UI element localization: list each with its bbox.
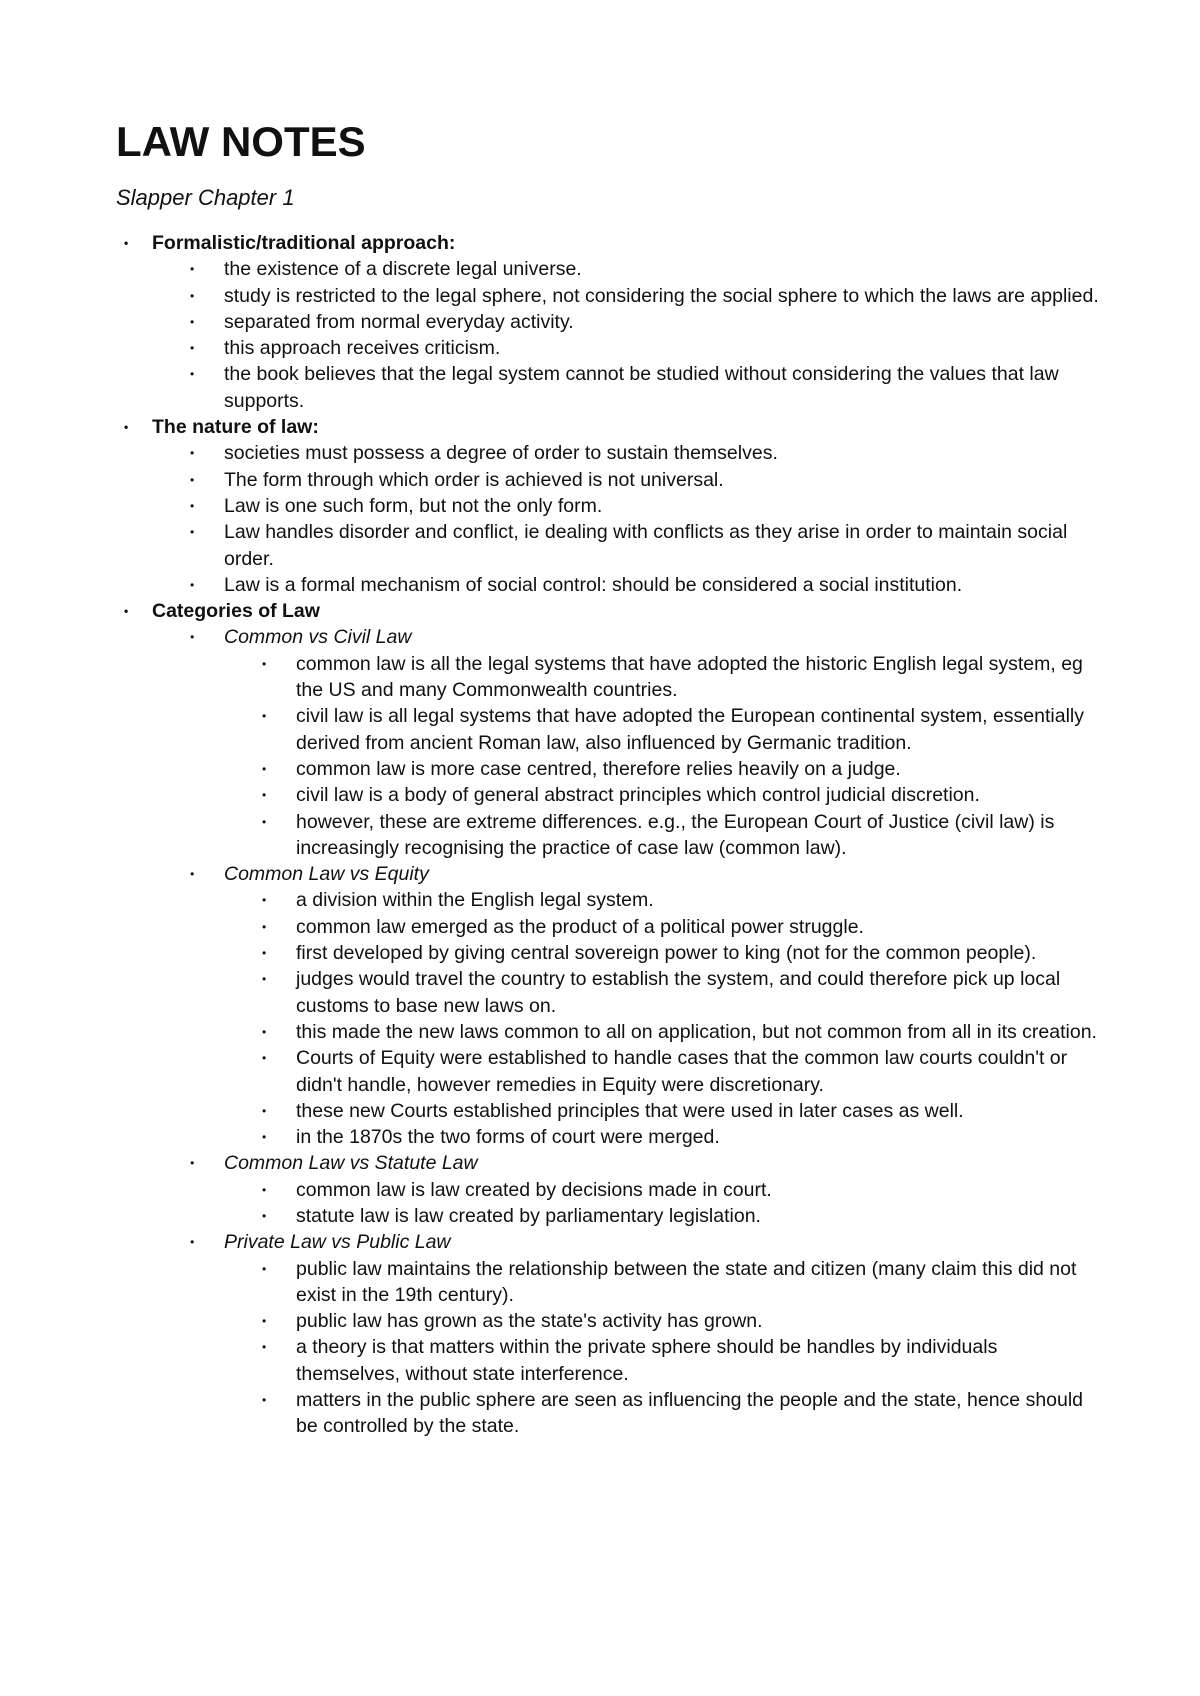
bullet-icon: • — [190, 1235, 195, 1250]
item-text: judges would travel the country to establish the system, and could therefore pick up local customs to base new laws on. — [296, 968, 1061, 1017]
item-text: Formalistic/traditional approach: — [152, 232, 456, 254]
item-text: The form through which order is achieved is not universal. — [224, 468, 724, 491]
notes-list — [116, 230, 1106, 1440]
bullet-icon: • — [262, 1182, 267, 1197]
item-text: civil law is all legal systems that have adopted the European continental system, essentially derived from ancient Roman law, also influenced by Germanic tradition. — [296, 705, 1084, 754]
list-item — [116, 309, 1106, 335]
sub-list-item — [116, 1334, 1106, 1387]
section-heading-item — [116, 414, 1106, 440]
sub-list-item — [116, 887, 1106, 913]
bullet-icon: • — [190, 630, 195, 645]
bullet-icon: • — [190, 314, 195, 329]
sub-list-item — [116, 1387, 1106, 1440]
document-subtitle: Slapper Chapter 1 — [116, 185, 295, 210]
bullet-icon: • — [190, 472, 195, 487]
sub-list-item — [116, 651, 1106, 704]
item-text: the existence of a discrete legal universe. — [224, 258, 582, 281]
sub-list-item — [116, 1177, 1106, 1203]
item-text: societies must possess a degree of order to sustain themselves. — [224, 442, 778, 465]
document-page — [116, 112, 1106, 1440]
sub-list-item — [116, 809, 1106, 862]
bullet-icon: • — [262, 761, 267, 776]
item-text: however, these are extreme differences. e.g., the European Court of Justice (civil law) is increasingly recognising the practice of case law (common law). — [296, 810, 1055, 859]
sub-list-item — [116, 782, 1106, 808]
bullet-icon: • — [190, 525, 195, 540]
bullet-icon: • — [262, 1314, 267, 1329]
item-text: Common vs Civil Law — [224, 626, 412, 649]
bullet-icon: • — [190, 367, 195, 382]
item-text: this made the new laws common to all on application, but not common from all in its creation. — [296, 1020, 1097, 1043]
list-item — [116, 493, 1106, 519]
item-text: common law emerged as the product of a political power struggle. — [296, 915, 864, 938]
document-title: LAW NOTES — [116, 118, 366, 165]
item-text: Categories of Law — [152, 600, 320, 623]
sub-list-item — [116, 756, 1106, 782]
bullet-icon: • — [190, 262, 195, 277]
section-heading-item — [116, 230, 1106, 256]
sub-list-item — [116, 703, 1106, 756]
bullet-icon: • — [190, 577, 195, 592]
item-text: matters in the public sphere are seen as influencing the people and the state, hence should be controlled by the state. — [296, 1389, 1084, 1438]
bullet-icon: • — [262, 1261, 267, 1276]
item-text: public law has grown as the state's activity has grown. — [296, 1310, 763, 1333]
item-text: Law is one such form, but not the only form. — [224, 494, 603, 517]
list-item — [116, 519, 1106, 572]
bullet-icon: • — [262, 1130, 267, 1145]
subsection-heading-item — [116, 861, 1106, 887]
item-text: first developed by giving central sovereign power to king (not for the common people). — [296, 942, 1037, 965]
bullet-icon: • — [262, 1393, 267, 1408]
sub-list-item — [116, 914, 1106, 940]
sub-list-item — [116, 1124, 1106, 1150]
list-item — [116, 283, 1106, 309]
list-item — [116, 440, 1106, 466]
list-item — [116, 572, 1106, 598]
sub-list-item — [116, 1308, 1106, 1334]
item-text: Common Law vs Equity — [224, 863, 429, 886]
item-text: a theory is that matters within the private sphere should be handles by individuals themselves, without state interference. — [296, 1336, 998, 1385]
sub-list-item — [116, 966, 1106, 1019]
bullet-icon: • — [262, 893, 267, 908]
item-text: The nature of law: — [152, 416, 319, 439]
item-text: common law is law created by decisions made in court. — [296, 1178, 772, 1201]
bullet-icon: • — [262, 656, 267, 671]
item-text: civil law is a body of general abstract principles which control judicial discretion. — [296, 784, 980, 807]
bullet-icon: • — [262, 1208, 267, 1223]
item-text: Law is a formal mechanism of social control: should be considered a social institution. — [224, 573, 963, 596]
bullet-icon: • — [262, 946, 267, 961]
bullet-icon: • — [262, 814, 267, 829]
sub-list-item — [116, 1098, 1106, 1124]
sub-list-item — [116, 1045, 1106, 1098]
item-text: in the 1870s the two forms of court were merged. — [296, 1126, 720, 1149]
list-item — [116, 361, 1106, 414]
item-text: Common Law vs Statute Law — [224, 1152, 478, 1175]
bullet-icon: • — [124, 604, 129, 619]
item-text: common law is all the legal systems that have adopted the historic English legal system, eg the US and many Commonwealth countries. — [296, 652, 1083, 702]
subsection-heading-item — [116, 624, 1106, 650]
bullet-icon: • — [190, 288, 195, 303]
item-text: study is restricted to the legal sphere, not considering the social sphere to which the laws are applied. — [224, 284, 1099, 307]
bullet-icon: • — [262, 788, 267, 803]
item-text: a division within the English legal system. — [296, 889, 654, 912]
item-text: statute law is law created by parliamentary legislation. — [296, 1204, 761, 1227]
bullet-icon: • — [190, 1156, 195, 1171]
section-heading-item — [116, 598, 1106, 624]
item-text: the book believes that the legal system cannot be studied without considering the values that law supports. — [224, 363, 1059, 412]
item-text: these new Courts established principles that were used in later cases as well. — [296, 1099, 964, 1122]
item-text: Private Law vs Public Law — [224, 1231, 451, 1254]
item-text: separated from normal everyday activity. — [224, 310, 574, 333]
bullet-icon: • — [262, 919, 267, 934]
bullet-icon: • — [262, 709, 267, 724]
subsection-heading-item — [116, 1150, 1106, 1176]
bullet-icon: • — [190, 498, 195, 513]
subsection-heading-item — [116, 1229, 1106, 1255]
item-text: public law maintains the relationship between the state and citizen (many claim this did not exist in the 19th century). — [296, 1257, 1077, 1306]
bullet-icon: • — [124, 420, 129, 435]
item-text: Law handles disorder and conflict, ie dealing with conflicts as they arise in order to maintain social order. — [224, 521, 1068, 570]
sub-list-item — [116, 1256, 1106, 1309]
bullet-icon: • — [124, 236, 129, 250]
bullet-icon: • — [190, 867, 195, 882]
item-text: Courts of Equity were established to handle cases that the common law courts couldn't or didn't handle, however remedies in Equity were discretionary. — [296, 1047, 1068, 1096]
sub-list-item — [116, 1203, 1106, 1229]
item-text: common law is more case centred, therefore relies heavily on a judge. — [296, 757, 901, 780]
bullet-icon: • — [262, 972, 267, 987]
list-item — [116, 256, 1106, 282]
bullet-icon: • — [262, 1024, 267, 1039]
bullet-icon: • — [262, 1340, 267, 1355]
bullet-icon: • — [262, 1051, 267, 1066]
list-item — [116, 467, 1106, 493]
bullet-icon: • — [262, 1103, 267, 1118]
item-text: this approach receives criticism. — [224, 337, 501, 360]
sub-list-item — [116, 940, 1106, 966]
bullet-icon: • — [190, 446, 195, 461]
bullet-icon: • — [190, 341, 195, 356]
list-item — [116, 335, 1106, 361]
sub-list-item — [116, 1019, 1106, 1045]
